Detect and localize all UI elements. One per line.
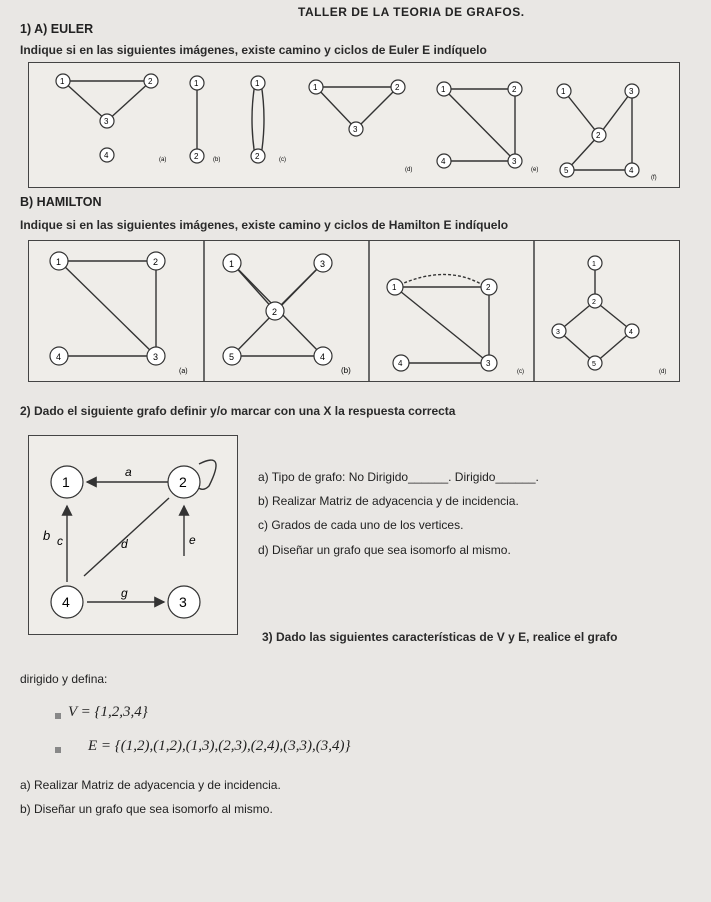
bullet-icon <box>55 747 61 753</box>
svg-text:3: 3 <box>486 359 491 368</box>
svg-text:3: 3 <box>104 117 109 126</box>
svg-text:1: 1 <box>561 87 566 96</box>
hamilton-label-a: (a) <box>179 368 188 375</box>
directed-graph-panel <box>28 435 238 635</box>
q2-item-d: d) Diseñar un grafo que sea isomorfo al mismo. <box>258 543 511 557</box>
svg-text:2: 2 <box>486 283 491 292</box>
q2-item-b: b) Realizar Matriz de adyacencia y de incidencia. <box>258 494 519 508</box>
section-1-heading: 1) A) EULER <box>20 22 94 36</box>
svg-text:4: 4 <box>398 359 403 368</box>
svg-text:3: 3 <box>629 87 634 96</box>
svg-text:2: 2 <box>148 77 153 86</box>
vertex-set: V = {1,2,3,4} <box>68 704 148 720</box>
svg-text:2: 2 <box>596 131 601 140</box>
svg-text:2: 2 <box>179 474 187 490</box>
svg-text:1: 1 <box>313 83 318 92</box>
svg-text:2: 2 <box>194 152 199 161</box>
edge-label-d: d <box>121 537 128 551</box>
hamilton-graph-b <box>223 254 332 365</box>
svg-text:2: 2 <box>395 83 400 92</box>
svg-text:5: 5 <box>564 166 569 175</box>
euler-graph-a <box>56 74 158 162</box>
hamilton-heading: B) HAMILTON <box>20 195 102 209</box>
hamilton-graph-c <box>387 274 497 371</box>
bullet-icon <box>55 713 61 719</box>
edge-label-g: g <box>121 586 128 600</box>
svg-text:5: 5 <box>592 361 596 368</box>
svg-text:1: 1 <box>229 259 235 269</box>
edge-label-e: e <box>189 533 196 547</box>
euler-graph-e <box>437 82 522 168</box>
svg-text:1: 1 <box>60 77 65 86</box>
svg-text:1: 1 <box>62 474 70 490</box>
svg-text:2: 2 <box>255 152 260 161</box>
svg-text:1: 1 <box>592 261 596 268</box>
page-title: TALLER DE LA TEORIA DE GRAFOS. <box>298 5 525 19</box>
hamilton-prompt: Indique si en las siguientes imágenes, existe camino y ciclos de Hamilton E indíquelo <box>20 218 509 232</box>
svg-text:3: 3 <box>556 329 560 336</box>
svg-text:1: 1 <box>441 85 446 94</box>
section-3-line2: dirigido y defina: <box>20 672 108 686</box>
svg-text:3: 3 <box>512 157 517 166</box>
svg-text:4: 4 <box>104 151 109 160</box>
svg-text:3: 3 <box>320 259 326 269</box>
euler-graph-d <box>309 80 405 136</box>
euler-label-c: (c) <box>279 157 286 163</box>
edge-label-c: c <box>57 534 63 548</box>
euler-graphs <box>29 63 679 187</box>
svg-text:4: 4 <box>629 166 634 175</box>
svg-text:2: 2 <box>272 307 278 317</box>
hamilton-graph-d <box>552 256 639 370</box>
hamilton-label-c: (c) <box>517 369 524 375</box>
edge-label-a: a <box>125 465 132 479</box>
svg-text:4: 4 <box>56 352 62 362</box>
svg-text:3: 3 <box>353 125 358 134</box>
svg-text:4: 4 <box>62 594 70 610</box>
svg-text:1: 1 <box>255 79 260 88</box>
hamilton-label-d: (d) <box>659 369 667 375</box>
q2-item-c: c) Grados de cada uno de los vertices. <box>258 518 464 532</box>
svg-text:1: 1 <box>392 283 397 292</box>
section-3-line1: 3) Dado las siguientes características de V y E, realice el grafo <box>262 630 618 644</box>
euler-graph-b <box>190 76 204 163</box>
svg-text:3: 3 <box>153 352 159 362</box>
euler-label-b: (b) <box>213 157 221 163</box>
hamilton-graphs <box>29 241 679 381</box>
euler-graph-f <box>557 84 639 177</box>
hamilton-label-b: (b) <box>341 366 351 375</box>
euler-label-a: (a) <box>159 157 167 163</box>
svg-text:4: 4 <box>441 157 446 166</box>
directed-graph <box>29 436 237 634</box>
edge-set: E = {(1,2),(1,2),(1,3),(2,3),(2,4),(3,3),(3,4)} <box>88 738 351 754</box>
svg-text:3: 3 <box>179 594 187 610</box>
q3-item-a: a) Realizar Matriz de adyacencia y de incidencia. <box>20 778 281 792</box>
euler-label-d: (d) <box>405 167 413 173</box>
svg-text:2: 2 <box>512 85 517 94</box>
q2-item-a: a) Tipo de grafo: No Dirigido______. Dirigido______. <box>258 470 539 484</box>
hamilton-graphs-panel <box>28 240 680 382</box>
euler-graphs-panel <box>28 62 680 188</box>
section-2-heading: 2) Dado el siguiente grafo definir y/o marcar con una X la respuesta correcta <box>20 404 456 418</box>
svg-text:2: 2 <box>153 257 159 267</box>
svg-text:4: 4 <box>629 329 633 336</box>
svg-text:2: 2 <box>592 299 596 306</box>
euler-graph-c <box>251 76 265 163</box>
euler-prompt: Indique si en las siguientes imágenes, existe camino y ciclos de Euler E indíquelo <box>20 43 487 57</box>
svg-text:4: 4 <box>320 352 326 362</box>
q3-item-b: b) Diseñar un grafo que sea isomorfo al mismo. <box>20 802 273 816</box>
euler-label-e: (e) <box>531 167 539 173</box>
svg-text:5: 5 <box>229 352 235 362</box>
hamilton-graph-a <box>50 252 165 365</box>
svg-text:1: 1 <box>194 79 199 88</box>
svg-text:1: 1 <box>56 257 62 267</box>
euler-label-f: (f) <box>651 175 657 181</box>
edge-label-b: b <box>43 528 51 543</box>
